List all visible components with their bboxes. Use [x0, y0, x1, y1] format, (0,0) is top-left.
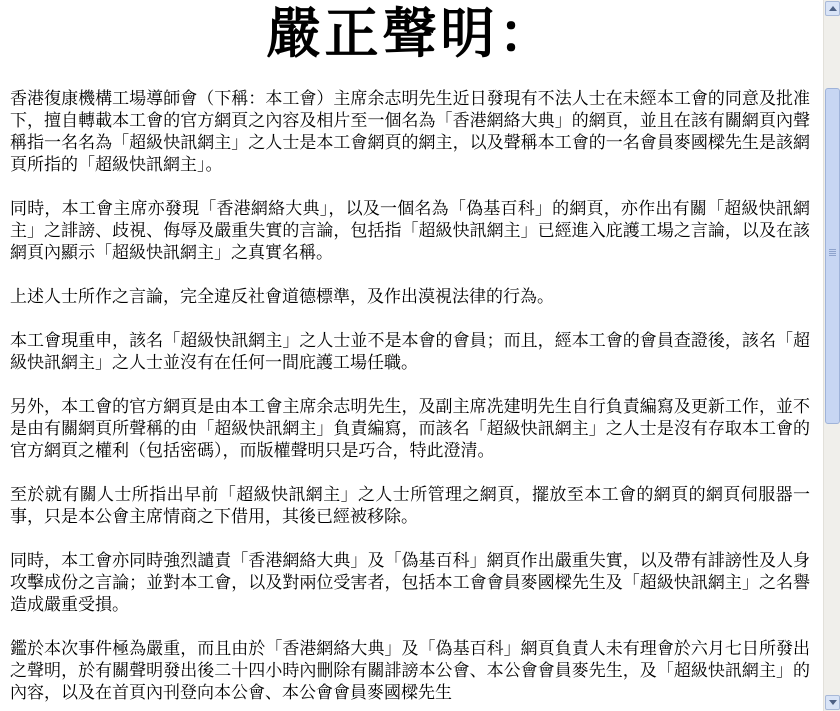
- vertical-scrollbar[interactable]: [823, 0, 840, 711]
- arrow-up-icon: [829, 6, 837, 11]
- scroll-thumb[interactable]: [825, 88, 840, 424]
- paragraph: 香港復康機構工場導師會（下稱：本工會）主席余志明先生近日發現有不法人士在未經本工會的同意及批准下，擅自轉載本工會的官方網頁之內容及相片至一個名為「香港網絡大典」的網頁，並且在該有關網頁內聲稱指一名名為「超級快訊網主」之人士是本工會網頁的網主，以及聲稱本工會的一名會員麥國樑先生是該網頁所指的「超級快訊網主」。: [10, 89, 810, 175]
- scroll-down-button[interactable]: [825, 695, 840, 710]
- page-title: 嚴正聲明：: [266, 1, 557, 65]
- paragraph: 同時，本工會亦同時強烈譴責「香港網絡大典」及「偽基百科」網頁作出嚴重失實，以及帶有誹謗性及人身攻擊成份之言論；並對本工會，以及對兩位受害者，包括本工會會員麥國樑先生及「超級快訊網主」之名譽造成嚴重受損。: [10, 551, 810, 615]
- paragraph: 同時，本工會主席亦發現「香港網絡大典」，以及一個名為「偽基百科」的網頁，亦作出有關「超級快訊網主」之誹謗、歧視、侮辱及嚴重失實的言論，包括指「超級快訊網主」已經進入庇護工場之言論，以及在該網頁內顯示「超級快訊網主」之真實名稱。: [10, 199, 810, 263]
- scroll-up-button[interactable]: [825, 1, 840, 16]
- paragraph: 本工會現重申，該名「超級快訊網主」之人士並不是本會的會員；而且，經本工會的會員查證後，該名「超級快訊網主」之人士並沒有在任何一間庇護工場任職。: [10, 331, 810, 373]
- grip-icon: [829, 249, 836, 257]
- paragraph: 上述人士所作之言論，完全違反社會道德標準，及作出漠視法律的行為。: [10, 287, 554, 307]
- paragraph: 鑑於本次事件極為嚴重，而且由於「香港網絡大典」及「偽基百科」網頁負責人未有理會於六月七日所發出之聲明，於有關聲明發出後二十四小時內刪除有關誹謗本公會、本公會會員麥先生，及「超級快訊網主」的內容，以及在首頁內刊登向本公會、本公會會員麥國樑先生: [10, 639, 810, 703]
- paragraph: 另外，本工會的官方網頁是由本工會主席余志明先生，及副主席冼建明先生自行負責編寫及更新工作，並不是由有關網頁所聲稱的由「超級快訊網主」負責編寫，而該名「超級快訊網主」之人士是沒有存取本工會的官方網頁之權利（包括密碼），而版權聲明只是巧合，特此澄清。: [10, 397, 810, 461]
- arrow-down-icon: [829, 700, 837, 705]
- document-body: [10, 88, 810, 711]
- paragraph: 至於就有關人士所指出早前「超級快訊網主」之人士所管理之網頁，擺放至本工會的網頁的網頁伺服器一事，只是本公會主席情商之下借用，其後已經被移除。: [10, 485, 810, 527]
